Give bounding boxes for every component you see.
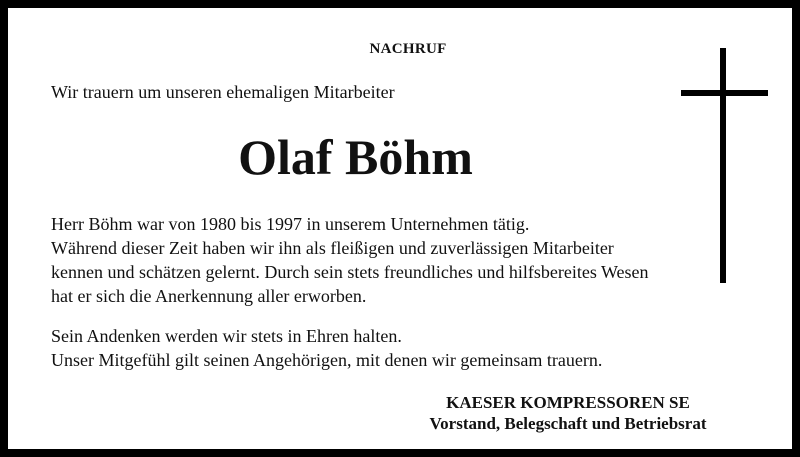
cross-horizontal-bar (681, 90, 768, 96)
condolence-line: Sein Andenken werden wir stets in Ehren halten. (51, 326, 402, 346)
tribute-line: Während dieser Zeit haben wir ihn als fleißigen und zuverlässigen Mitarbeiter (51, 238, 614, 258)
condolence-line: Unser Mitgefühl gilt seinen Angehörigen, mit denen wir gemeinsam trauern. (51, 350, 603, 370)
notice-heading: NACHRUF (369, 41, 447, 57)
signature-block (388, 392, 748, 434)
intro-line: Wir trauern um unseren ehemaligen Mitarbeiter (51, 82, 395, 102)
tribute-line: hat er sich die Anerkennung aller erworben. (51, 286, 367, 306)
company-name: KAESER KOMPRESSOREN SE (446, 393, 690, 412)
deceased-name: Olaf Böhm (238, 129, 473, 185)
tribute-line: kennen und schätzen gelernt. Durch sein stets freundliches und hilfsbereites Wesen (51, 262, 649, 282)
tribute-paragraph (51, 212, 649, 308)
condolence-paragraph (51, 324, 602, 372)
tribute-line: Herr Böhm war von 1980 bis 1997 in unserem Unternehmen tätig. (51, 214, 530, 234)
cross-vertical-bar (720, 48, 726, 283)
signatory-group: Vorstand, Belegschaft und Betriebsrat (429, 414, 707, 433)
